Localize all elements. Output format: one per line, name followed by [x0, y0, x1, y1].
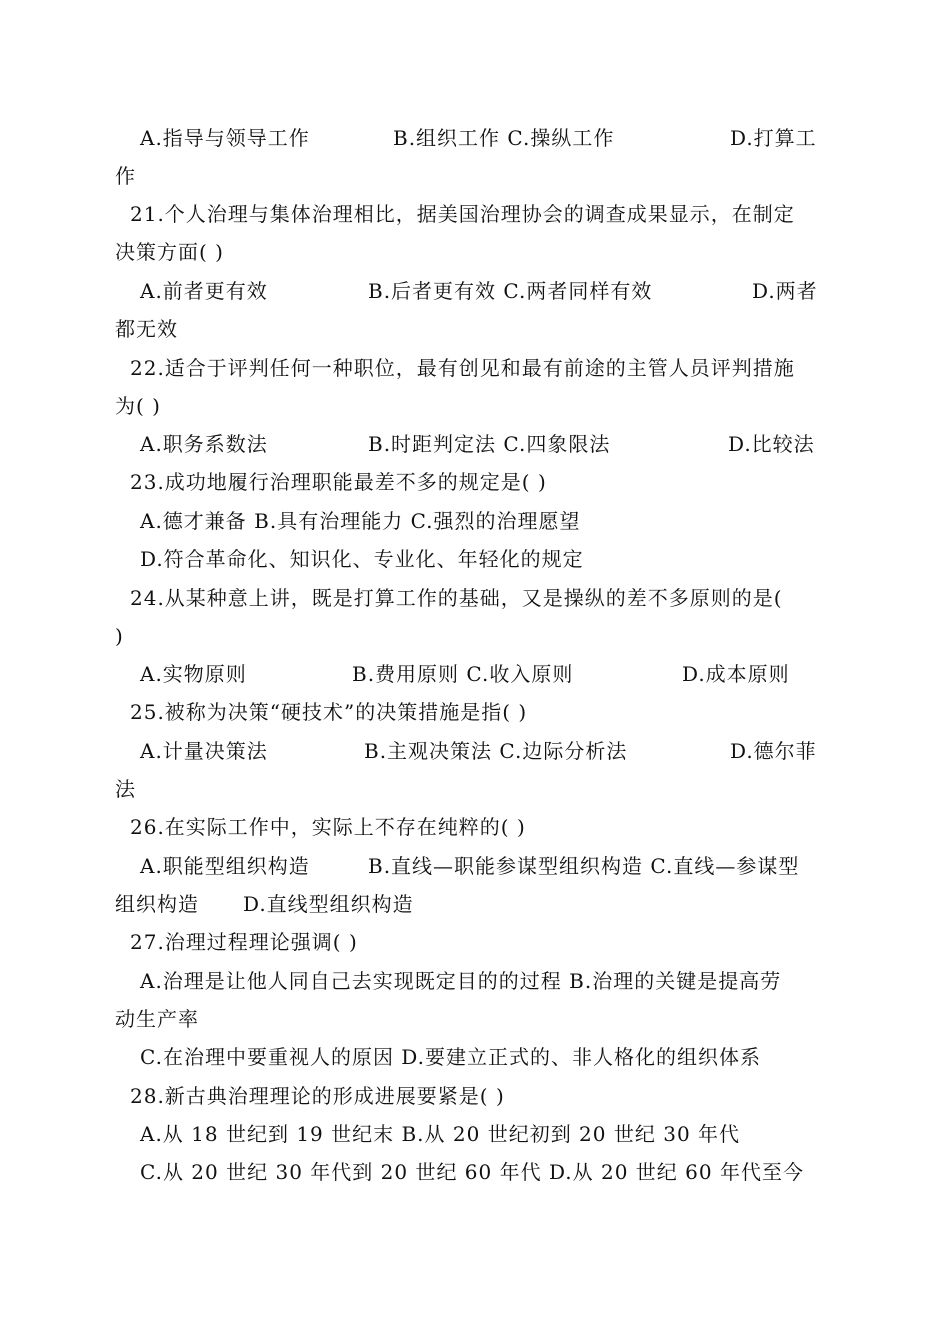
continuation-line — [0, 387, 950, 425]
option-text: B.时距判定法 C.四象限法 — [368, 432, 611, 456]
continuation-line — [0, 157, 950, 195]
option-text: D.符合革命化、知识化、专业化、年轻化的规定 — [140, 547, 584, 571]
continuation-line — [0, 233, 950, 271]
option-text: A.前者更有效 — [140, 279, 268, 303]
continuation-text: 法 — [115, 777, 136, 801]
continuation-text: 作 — [115, 164, 136, 188]
option-text: B.费用原则 C.收入原则 — [352, 662, 574, 686]
option-text: C.在治理中要重视人的原因 D.要建立正式的、非人格化的组织体系 — [140, 1045, 761, 1069]
question-line — [0, 923, 950, 961]
question-line — [0, 1077, 950, 1115]
continuation-text: 动生产率 — [115, 1007, 199, 1031]
option-text: C.从 20 世纪 30 年代到 20 世纪 60 年代 D.从 20 世纪 60 年代至今 — [140, 1160, 804, 1184]
question-line — [0, 693, 950, 731]
option-text: B.后者更有效 C.两者同样有效 — [368, 279, 653, 303]
continuation-line — [0, 310, 950, 348]
option-line — [0, 732, 950, 770]
option-text: B.主观决策法 C.边际分析法 — [364, 739, 628, 763]
option-line — [0, 962, 950, 1000]
question-text: 22.适合于评判任何一种职位，最有创见和最有前途的主管人员评判措施 — [130, 356, 795, 380]
option-line — [0, 1115, 950, 1153]
option-text: A.实物原则 — [140, 662, 247, 686]
continuation-line — [0, 770, 950, 808]
question-line — [0, 195, 950, 233]
option-text: D.德尔菲 — [730, 739, 817, 763]
continuation-text: 为( ) — [115, 394, 161, 418]
option-text: D.两者 — [752, 279, 818, 303]
option-line — [0, 119, 950, 157]
question-text: 27.治理过程理论强调( ) — [130, 930, 358, 954]
option-text: A.从 18 世纪到 19 世纪末 B.从 20 世纪初到 20 世纪 30 年代 — [140, 1122, 741, 1146]
question-text: 26.在实际工作中，实际上不存在纯粹的( ) — [130, 815, 526, 839]
option-text: B.直线—职能参谋型组织构造 C.直线—参谋型 — [368, 854, 800, 878]
continuation-text: 决策方面( ) — [115, 240, 224, 264]
option-line — [0, 1153, 950, 1191]
question-line — [0, 349, 950, 387]
option-text: B.组织工作 C.操纵工作 — [393, 126, 615, 150]
option-text: A.职务系数法 — [140, 432, 268, 456]
question-line — [0, 463, 950, 501]
option-line — [0, 502, 950, 540]
question-text: 21.个人治理与集体治理相比，据美国治理协会的调查成果显示，在制定 — [130, 202, 795, 226]
option-text: A.计量决策法 — [140, 739, 268, 763]
option-text: 组织构造 — [115, 892, 199, 916]
question-text: 23.成功地履行治理职能最差不多的规定是( ) — [130, 470, 547, 494]
continuation-text: ) — [115, 624, 124, 648]
option-line — [0, 1038, 950, 1076]
question-text: 25.被称为决策“硬技术”的决策措施是指( ) — [130, 700, 528, 724]
option-line — [0, 272, 950, 310]
option-line — [0, 885, 950, 923]
option-text: D.成本原则 — [682, 662, 790, 686]
option-text: D.打算工 — [730, 126, 817, 150]
option-text: A.指导与领导工作 — [140, 126, 310, 150]
question-line — [0, 579, 950, 617]
option-line — [0, 540, 950, 578]
option-text: D.直线型组织构造 — [243, 892, 414, 916]
continuation-line — [0, 1000, 950, 1038]
question-text: 28.新古典治理理论的形成进展要紧是( ) — [130, 1084, 505, 1108]
option-text: A.德才兼备 B.具有治理能力 C.强烈的治理愿望 — [140, 509, 581, 533]
option-line — [0, 655, 950, 693]
question-text: 24.从某种意上讲，既是打算工作的基础，又是操纵的差不多原则的是( — [130, 586, 783, 610]
continuation-text: 都无效 — [115, 317, 178, 341]
question-line — [0, 808, 950, 846]
option-text: D.比较法 — [728, 432, 815, 456]
option-line — [0, 847, 950, 885]
continuation-line — [0, 617, 950, 655]
option-line — [0, 425, 950, 463]
option-text: A.职能型组织构造 — [140, 854, 310, 878]
option-text: A.治理是让他人同自己去实现既定目的的过程 B.治理的关键是提高劳 — [140, 969, 782, 993]
